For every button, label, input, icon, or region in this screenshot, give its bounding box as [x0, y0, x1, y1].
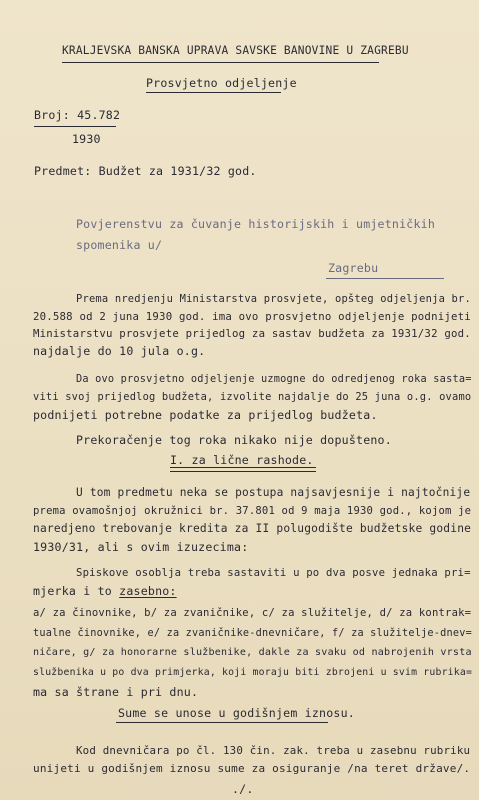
department-underline	[146, 92, 281, 93]
header-underline	[62, 62, 379, 63]
body-p2-line-1: Da ovo prosvjetno odjeljenje uzmogne do odredjenog roka sasta=	[76, 373, 472, 385]
section-heading: I. za lične rashode.	[170, 453, 314, 467]
body-p4-line-4: 1930/31, ali s ovim izuzecima:	[33, 540, 249, 554]
body-p1-line-1: Prema nredjenju Ministarstva prosvjete, opšteg odjeljenja br.	[76, 293, 471, 305]
addressee-line-1: Povjerenstvu za čuvanje historijskih i umjetničkih	[76, 217, 436, 231]
body-p1-line-2: 20.588 od 2 juna 1930 god. ima ovo prosvjetno odjeljenje podnijeti	[33, 310, 471, 323]
body-p6-line-3: ničare, g/ za honorarne službenike, dakle za svaku od nabrojenih vrsta	[33, 647, 472, 658]
body-p7-underline	[116, 722, 328, 723]
body-p8-line-1: Kod dnevničara po čl. 130 čin. zak. treba u zasebnu rubriku	[76, 744, 471, 757]
body-p2-line-3: podnijeti potrebne podatke za prijedlog budžeta.	[33, 408, 378, 422]
body-p3: Prekoračenje tog roka nikako nije dopušteno.	[76, 433, 392, 447]
body-p5-line-2-text: mjerka i to	[33, 584, 120, 598]
addressee-line-2: spomenika u/	[76, 238, 163, 252]
body-p1-line-4: najdalje do 10 jula o.g.	[33, 344, 206, 358]
addressee-city: Zagrebu	[328, 261, 379, 275]
continuation-mark: ./.	[232, 782, 254, 796]
city-underline	[326, 278, 444, 279]
body-p8-line-2: unijeti u godišnjem iznosu sume za osiguranje /na teret države/.	[33, 762, 471, 775]
body-p7: Sume se unose u godišnjem iznosu.	[118, 706, 355, 720]
body-p6-line-4: službenika u po dva primjerka, koji moraju biti zbrojeni u svim rubrika=	[33, 667, 473, 678]
reference-number: Broj: 45.782	[34, 108, 121, 122]
subject-line: Predmet: Budžet za 1931/32 god.	[34, 164, 257, 178]
body-p6-line-1: a/ za činovnike, b/ za zvaničnike, c/ za služitelje, d/ za kontrak=	[33, 607, 472, 619]
body-p4-line-1: U tom predmetu neka se postupa najsavjesnije i najtočnije	[76, 486, 471, 499]
zasebno-emphasis: zasebno:	[119, 584, 177, 598]
body-p6-line-5: ma sa štrane i pri dnu.	[33, 685, 199, 699]
reference-year: 1930	[72, 132, 101, 146]
section-heading-double-rule	[170, 467, 316, 472]
body-p6-line-2: tualne činovnike, e/ za zvaničnike-dnevničare, f/ za služitelje-dnev=	[33, 627, 472, 639]
body-p4-line-3: naredjeno trebovanje kredita za II polugodište budžetske godine	[33, 522, 472, 535]
body-p2-line-2: viti svoj prijedlog budžeta, izvolite najdalje do 25 juna o.g. ovamo	[33, 391, 472, 403]
department-heading: Prosvjetno odjeljenje	[146, 76, 297, 90]
body-p5-line-1: Spiskove osoblja treba sastaviti u po dva posve jednaka pri=	[76, 567, 471, 579]
body-p5-line-2	[33, 584, 177, 598]
institution-heading: KRALJEVSKA BANSKA UPRAVA SAVSKE BANOVINE U ZAGREBU	[62, 44, 409, 57]
body-p1-line-3: Ministarstvu prosvjete prijedlog za sastav budžeta za 1931/32 god.	[33, 327, 471, 340]
body-p4-line-2: prema ovamošnjoj okružnici br. 37.801 od 9 maja 1930 god., kojom je	[33, 505, 472, 517]
reference-underline	[34, 126, 116, 127]
